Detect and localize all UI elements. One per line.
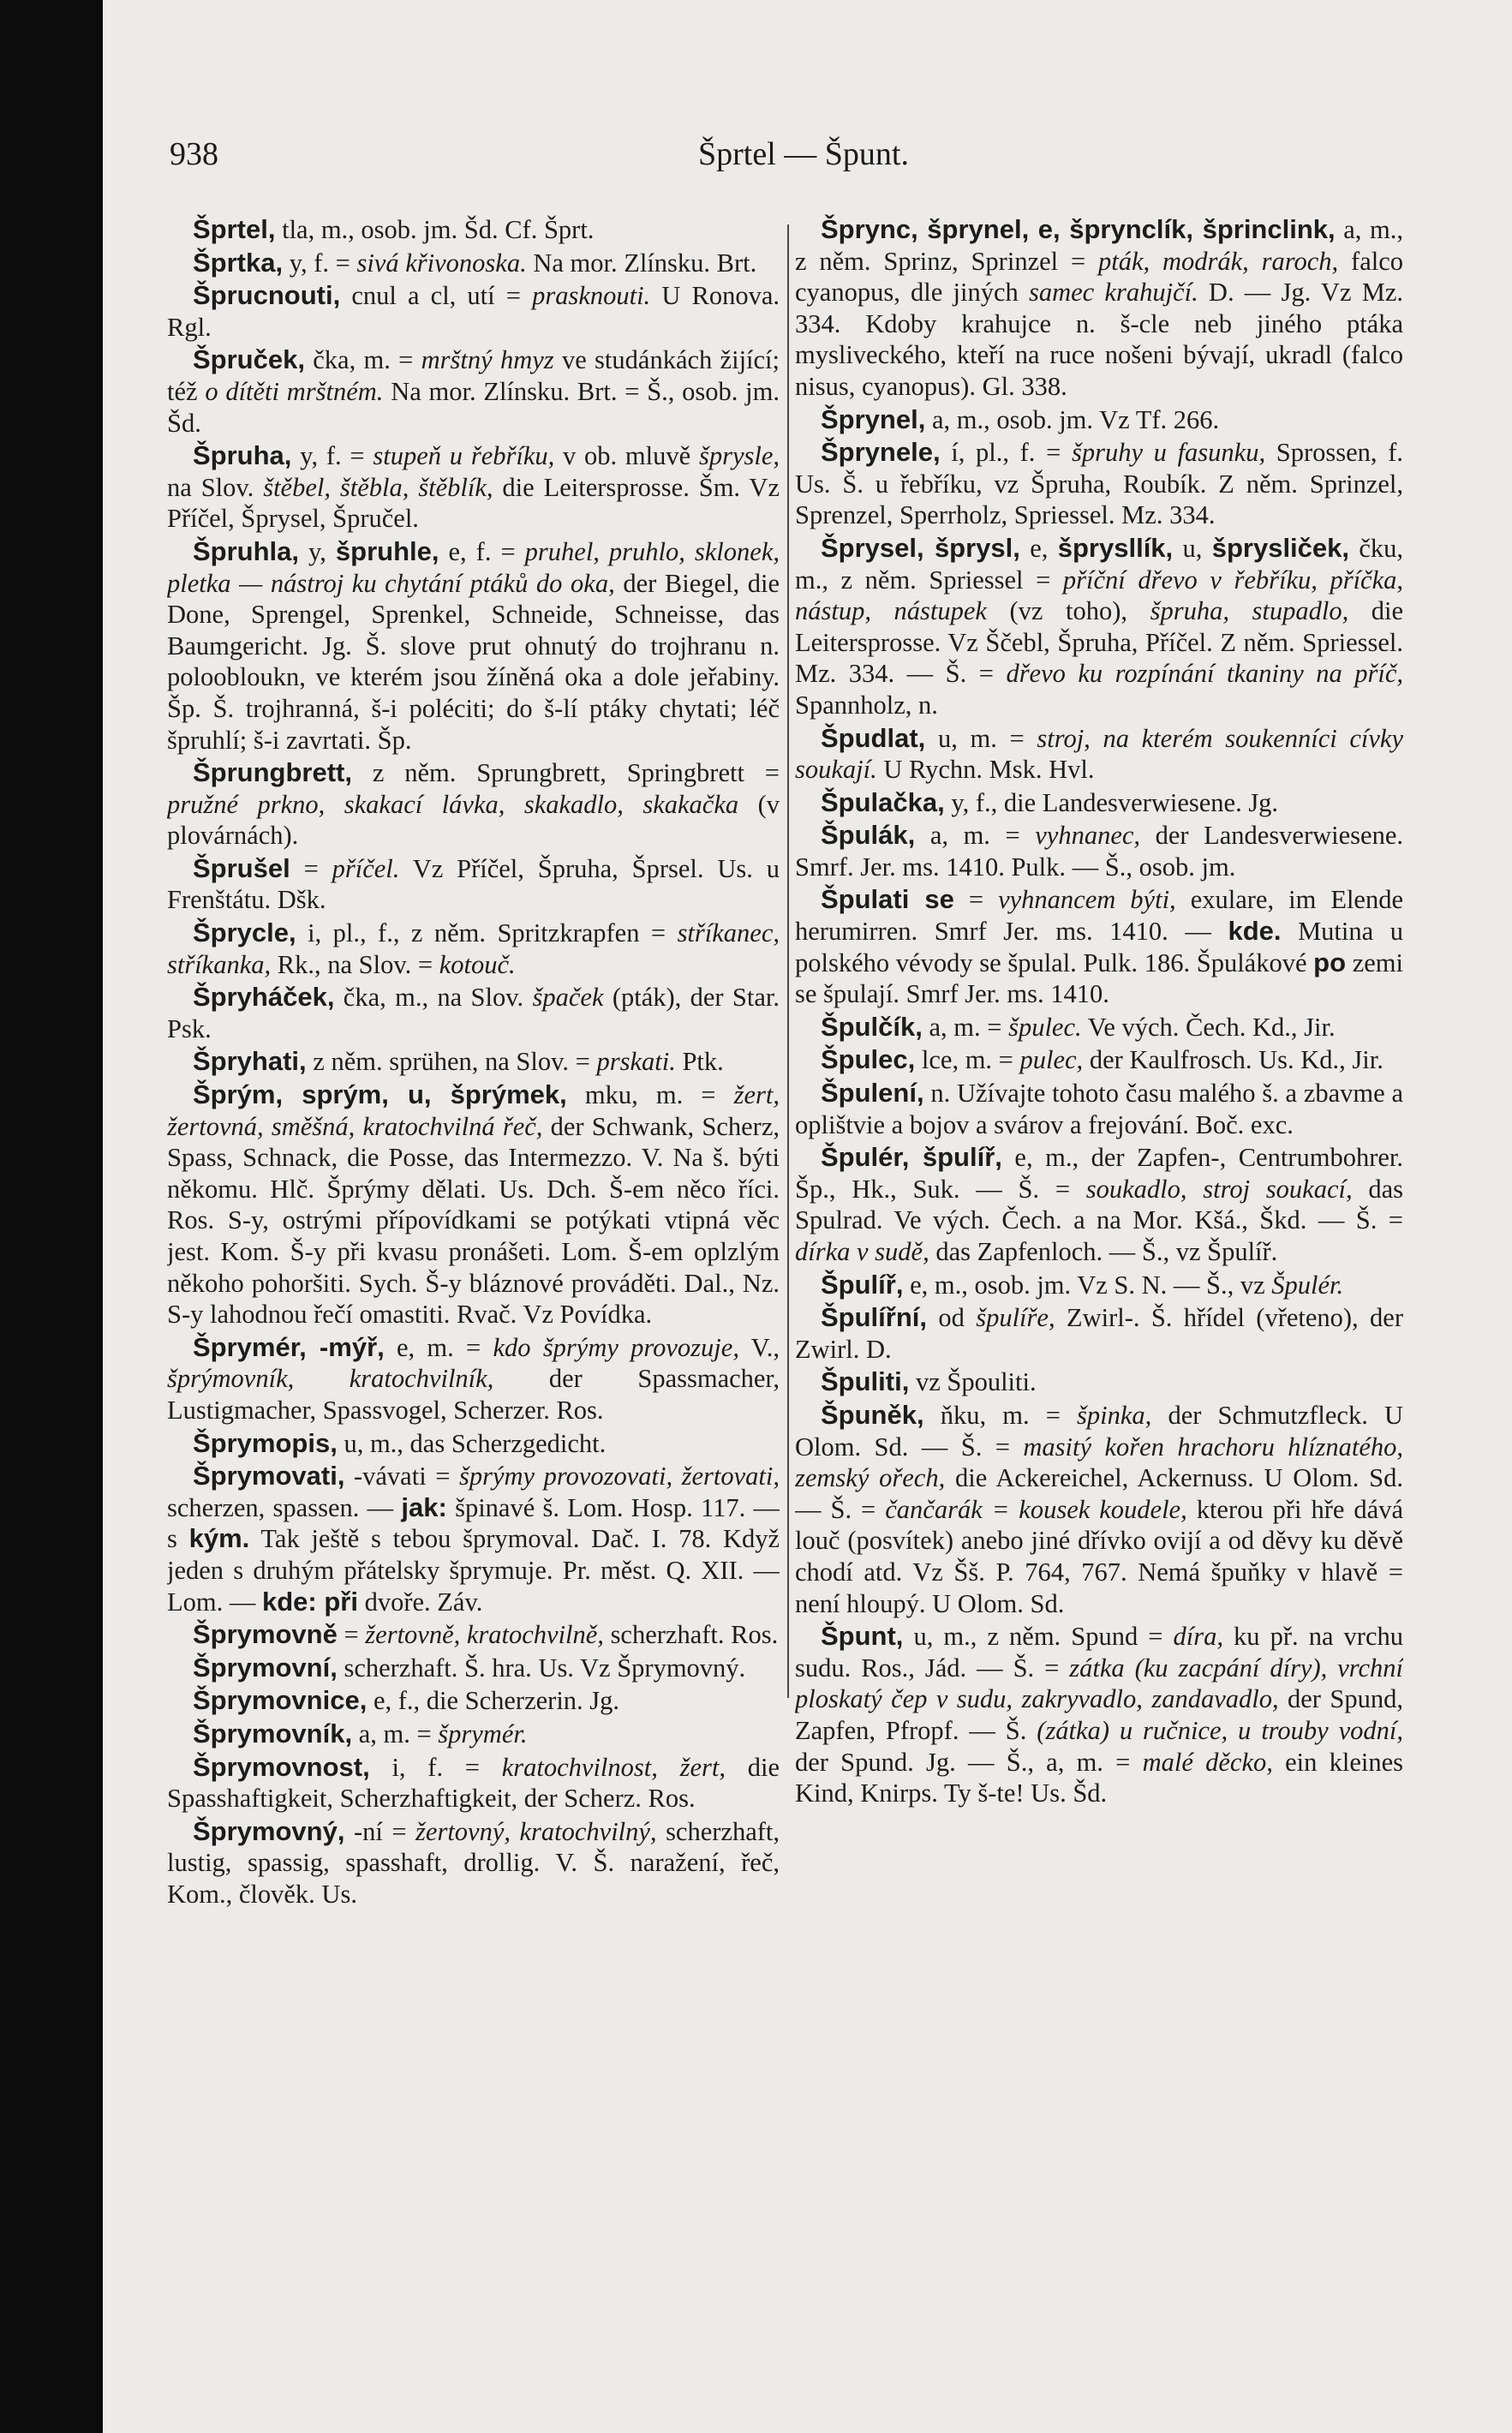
entry-text: ein kleines Kind, Knirps. Ty š-te! Us. Šd.	[795, 1747, 1403, 1808]
entry-text: čka, m., na Slov.	[334, 983, 533, 1013]
dictionary-entry	[795, 723, 1403, 786]
entry-headword: Šprungbrett,	[193, 757, 352, 788]
entry-definition: čančarák = kousek koudele,	[885, 1494, 1187, 1524]
entry-text: y,	[299, 536, 336, 566]
entry-definition: šprymér.	[438, 1719, 528, 1749]
entry-headword: Šprymovník,	[193, 1718, 353, 1749]
entry-text: Ptk.	[675, 1047, 724, 1077]
entry-text: die Spasshaftigkeit, Scherzhaftigkeit, der Scherz. Ros.	[167, 1752, 780, 1814]
entry-text: D. — Jg. Vz Mz. 334. Kdoby krahujce n. š-cle neb jiného ptáka mysliveckého, kteří na ruce nošeni bývají, ukradl (falco nisus, cyanopus). Gl. 338.	[795, 278, 1403, 401]
entry-definition: soukadlo, stroj soukací,	[1085, 1174, 1353, 1204]
entry-headword: Šprymovnost,	[193, 1751, 370, 1782]
entry-definition: prskati.	[596, 1047, 676, 1077]
entry-text: Tak ještě s tebou šprymoval. Dač. I. 78. Když jeden s druhým přátelsky šprymuje. Pr. měst. Q. XII. — Lom. —	[167, 1524, 780, 1617]
dictionary-entry	[167, 1619, 780, 1651]
entry-definition: dírka v sudě,	[795, 1237, 929, 1266]
entry-text: i, pl., f., z něm. Spritzkrapfen =	[296, 918, 678, 948]
entry-headword: Šprtka,	[193, 247, 284, 278]
entry-definition: Špulér.	[1271, 1270, 1344, 1300]
entry-subheadword: šprysliček,	[1211, 532, 1350, 563]
entry-text: scherzhaft. Š. hra. Us. Vz Šprymovný.	[337, 1653, 746, 1683]
dictionary-entry	[167, 1332, 780, 1426]
entry-text: u, m., z něm. Spund =	[903, 1622, 1174, 1652]
entry-text: cnul a cl, utí =	[340, 281, 533, 311]
entry-definition: pružné prkno, skakací lávka, skakadlo, skakačka	[167, 789, 739, 819]
entry-headword: Šprymovnice,	[193, 1685, 368, 1716]
entry-headword: Šprysel, šprysl,	[821, 532, 1020, 563]
entry-definition: vyhnancem býti,	[998, 885, 1176, 915]
dictionary-entry	[167, 918, 780, 980]
entry-text: =	[337, 1620, 366, 1650]
entry-text: Mutina u polského vévody se špulal. Pulk. 186. Špulákové	[795, 917, 1403, 977]
entry-text: ňku, m. =	[923, 1400, 1078, 1430]
dictionary-entry	[795, 1302, 1403, 1365]
entry-text: u, m. =	[925, 723, 1037, 753]
dictionary-entry	[167, 214, 780, 246]
dictionary-entry	[167, 1719, 780, 1750]
entry-subheadword: šprysllík,	[1057, 532, 1174, 563]
entry-subheadword: kde: při	[261, 1586, 358, 1617]
entry-text: čku, m., z něm. Spriessel =	[795, 533, 1403, 595]
entry-text: (vz toho),	[986, 596, 1150, 626]
entry-text: u,	[1173, 533, 1212, 563]
entry-definition: malé děcko,	[1142, 1747, 1273, 1777]
entry-headword: Šprynel,	[821, 404, 926, 434]
entry-text: das Spulrad. Ve vých. Čech. a na Mor. Kšá., Škd. — Š. =	[795, 1174, 1403, 1235]
entry-definition: o dítěti mrštném.	[205, 376, 384, 406]
entry-headword: Špulčík,	[821, 1011, 923, 1042]
dictionary-entry	[167, 1816, 780, 1910]
entry-subheadword: kde.	[1228, 916, 1282, 947]
dictionary-entry	[795, 1012, 1403, 1043]
entry-text: mku, m. =	[566, 1080, 734, 1110]
entry-definition: špruhy u fasunku,	[1071, 438, 1266, 468]
entry-subheadword: kým.	[188, 1523, 250, 1554]
entry-text: U Rychn. Msk. Hvl.	[876, 755, 1095, 785]
dictionary-entry	[795, 437, 1403, 531]
entry-text: e, f., die Scherzerin. Jg.	[367, 1686, 620, 1716]
entry-definition: šprýmy provozovati, žertovati,	[458, 1462, 780, 1491]
entry-headword: Špulačka,	[821, 786, 945, 817]
entry-headword: Špruček,	[193, 344, 305, 375]
entry-definition: žert, žertovná, směšná, kratochvilná řeč,	[167, 1080, 780, 1141]
entry-headword: Šprymovati,	[193, 1461, 345, 1491]
entry-definition: zátka (ku zacpání díry), vrchní ploskatý čep v sudu, zakryvadlo, zandavadlo,	[795, 1653, 1403, 1714]
entry-text: v ob. mluvě	[554, 441, 699, 471]
entry-text: V.,	[738, 1332, 780, 1362]
entry-text: na Slov.	[167, 472, 264, 502]
entry-text: Na mor. Zlínsku. Brt. = Š., osob. jm. Šd.	[167, 376, 780, 438]
entry-text: ku př. na vrchu sudu. Ros., Jád. — Š. =	[795, 1622, 1403, 1683]
entry-text: =	[290, 853, 332, 883]
entry-headword: Špulec,	[821, 1044, 916, 1075]
entry-text: a, m., z něm. Sprinz, Sprinzel =	[795, 215, 1403, 276]
entry-headword: Špryhati,	[193, 1046, 307, 1077]
entry-definition: vyhnanec,	[1035, 821, 1141, 851]
entry-text: -ní =	[344, 1816, 416, 1846]
entry-definition: pruhel, pruhlo, sklonek, pletka — nástroj ku chytání ptáků do oka,	[167, 536, 780, 598]
dictionary-entry	[167, 1752, 780, 1814]
entry-subheadword: po	[1313, 947, 1347, 977]
entry-text: a, m. =	[922, 1012, 1009, 1042]
dictionary-entry	[167, 1079, 780, 1330]
entry-headword: Šprymovní,	[193, 1652, 338, 1683]
entry-text: čka, m. =	[304, 345, 421, 375]
dictionary-entry	[167, 853, 780, 916]
entry-text: Sprossen, f. Us. Š. u řebříku, vz Špruha, Roubík. Z něm. Sprinzel, Sprenzel, Sperrholz, Spriessel. Mz. 334.	[795, 438, 1403, 530]
entry-text: das Zapfenloch. — Š., vz Špulíř.	[929, 1237, 1278, 1266]
entry-headword: Špulér, špulíř,	[821, 1142, 1002, 1173]
entry-headword: Špulířní,	[821, 1302, 927, 1333]
entry-text: u, m., das Scherzgedicht.	[337, 1428, 607, 1458]
entry-subheadword: špruhle,	[335, 535, 439, 566]
entry-headword: Špunt,	[821, 1621, 904, 1652]
entry-definition: kdo šprýmy provozuje,	[493, 1332, 739, 1362]
entry-text: =	[953, 885, 999, 915]
entry-text: kterou při hře dává louč (posvítek) anebo jiné dřívko ovijí a od děvy ku děvě chodí atd. Vz Šš. P. 764, 767. Nemá špuňky v hlavě = není hloupý. U Olom. Sd.	[795, 1494, 1403, 1618]
entry-text: scherzhaft. Ros.	[603, 1620, 779, 1650]
entry-headword: Špulati se	[821, 884, 954, 915]
entry-definition: stroj, na kterém soukenníci cívky soukají.	[795, 723, 1403, 785]
entry-headword: Špudlat,	[821, 722, 926, 753]
entry-text: y, f., die Landesverwiesene. Jg.	[944, 787, 1279, 817]
entry-definition: díra,	[1173, 1622, 1223, 1652]
dictionary-entry	[795, 1142, 1403, 1267]
dictionary-entry	[795, 214, 1403, 403]
entry-headword: Špulení,	[821, 1078, 924, 1109]
entry-definition: žertovný, kratochvilný,	[415, 1816, 657, 1846]
entry-text: špinavé š. Lom. Hosp. 117. — s	[167, 1492, 780, 1554]
entry-text: der Biegel, die Done, Sprengel, Sprenkel, Schneide, Schneisse, das Baumgericht. Jg. Š. slove prut ohnutý do trojhranu n. poloobloukn, ve kterém jsou žíněná oka a dole jeřabiny. Šp. Š. trojhranná, š-i poléciti; do š-lí ptáky chytati; léč špruhlí; š-i zavrtati. Šp.	[167, 568, 780, 755]
entry-text: scherzen, spassen. —	[167, 1492, 402, 1522]
dictionary-entry	[167, 757, 780, 852]
dictionary-entry	[167, 1046, 780, 1078]
dictionary-entry	[795, 1044, 1403, 1076]
entry-text: Vz Příčel, Špruha, Šprsel. Us. u Frenštátu. Dšk.	[167, 853, 780, 915]
page-title: Šprtel — Špunt.	[698, 136, 909, 172]
entry-definition: pták, modrák, raroch,	[1098, 246, 1339, 276]
dictionary-entry	[167, 536, 780, 756]
entry-text: Spannholz, n.	[795, 690, 938, 720]
dictionary-entry	[795, 1621, 1403, 1809]
entry-text: lce, m. =	[915, 1045, 1020, 1075]
entry-definition: samec krahujčí.	[1028, 278, 1198, 308]
left-column	[167, 214, 780, 2399]
dictionary-entry	[795, 787, 1403, 819]
entry-text: í, pl., f. =	[940, 438, 1072, 468]
entry-text: zemi se špulají. Smrf Jer. ms. 1410.	[795, 947, 1403, 1009]
entry-headword: Špruhla,	[193, 535, 300, 566]
entry-definition: špinka,	[1077, 1400, 1152, 1430]
entry-text: z něm. Sprungbrett, Springbrett =	[352, 758, 780, 788]
entry-subheadword: jak:	[401, 1491, 447, 1522]
entry-text: a, m. =	[352, 1719, 439, 1749]
entry-definition: příčel.	[332, 853, 400, 883]
entry-definition: špruha, stupadlo,	[1150, 596, 1349, 626]
dictionary-entry	[795, 404, 1403, 436]
entry-headword: Šprynele,	[821, 437, 941, 468]
dictionary-entry	[167, 1685, 780, 1717]
page-header	[170, 135, 1437, 187]
entry-headword: Šprymér, -mýř,	[193, 1331, 385, 1362]
entry-text: e, f. =	[439, 536, 525, 566]
entry-definition: špaček	[532, 983, 604, 1013]
entry-text: exulare, im Elende herumirren. Smrf Jer. ms. 1410. —	[795, 885, 1403, 947]
entry-definition: šprýmovník, kratochvilník,	[167, 1364, 494, 1394]
entry-text: e, m., osob. jm. Vz S. N. — Š., vz	[903, 1270, 1272, 1300]
entry-text: falco cyanopus, dle jiných	[795, 246, 1403, 308]
entry-text: e, m., der Zapfen-, Centrumbohrer. Šp., Hk., Suk. — Š. =	[795, 1143, 1403, 1204]
entry-text: Na mor. Zlínsku. Brt.	[526, 248, 757, 278]
entry-headword: Špuliti,	[821, 1366, 910, 1397]
entry-text: der Spassmacher, Lustigmacher, Spassvogel, Scherzer. Ros.	[167, 1364, 780, 1425]
entry-text: die Ackereichel, Ackernuss. U Olom. Sd. — Š. =	[795, 1463, 1403, 1524]
entry-text: der Spund, Zapfen, Pfropf. — Š.	[795, 1684, 1403, 1745]
entry-text: vz Špouliti.	[909, 1367, 1037, 1397]
entry-definition: kotouč.	[439, 949, 516, 979]
entry-text: Ve vých. Čech. Kd., Jir.	[1081, 1012, 1336, 1042]
entry-headword: Špulíř,	[821, 1269, 904, 1300]
dictionary-entry	[795, 1366, 1403, 1398]
entry-text: U Ronova. Rgl.	[167, 281, 780, 342]
dictionary-entry	[167, 1461, 780, 1617]
column-divider	[787, 224, 789, 1698]
entry-definition: špulec.	[1008, 1012, 1082, 1042]
entry-text: i, f. =	[369, 1752, 502, 1782]
entry-definition: masitý kořen hrachoru hlíznatého, zemský ořech,	[795, 1432, 1403, 1493]
dictionary-entry	[167, 248, 780, 279]
dictionary-entry	[167, 440, 780, 535]
entry-text: z něm. sprühen, na Slov. =	[306, 1047, 597, 1077]
entry-headword: Šprymopis,	[193, 1427, 338, 1458]
entry-text: Rk., na Slov. =	[271, 949, 439, 979]
entry-definition: stupeň u řebříku,	[373, 441, 555, 471]
entry-headword: Šprušel	[193, 852, 290, 883]
dictionary-entry	[167, 1653, 780, 1684]
entry-definition: mrštný hmyz	[421, 345, 554, 375]
entry-text: ve studánkách žijící; též	[167, 345, 780, 406]
entry-text: y, f. =	[283, 248, 357, 278]
right-column	[795, 214, 1403, 2399]
entry-text: a, m., osob. jm. Vz Tf. 266.	[925, 404, 1220, 434]
entry-text: tla, m., osob. jm. Šd. Cf. Šprt.	[275, 215, 595, 244]
entry-text: y, f. =	[291, 441, 374, 471]
entry-headword: Špuněk,	[821, 1399, 924, 1430]
entry-headword: Šprucnouti,	[193, 280, 341, 311]
entry-definition: dřevo ku rozpínání tkaniny na příč,	[1006, 659, 1403, 689]
entry-definition: (zátka) u ručnice, u trouby vodní,	[1037, 1715, 1403, 1745]
entry-definition: kratochvilnost, žert,	[501, 1752, 726, 1782]
entry-text: die Leitersprosse. Vz Ščebl, Špruha, Příčel. Z něm. Spriessel. Mz. 334. — Š. =	[795, 596, 1403, 689]
entry-text: od	[927, 1303, 977, 1333]
entry-text: e,	[1019, 533, 1058, 563]
entry-definition: prasknouti.	[532, 281, 651, 311]
dictionary-entry	[167, 1428, 780, 1460]
entry-headword: Špruha,	[193, 440, 292, 471]
entry-text: der Spund. Jg. — Š., a, m. =	[795, 1747, 1143, 1777]
entry-headword: Šprým, sprým, u, šprýmek,	[193, 1079, 567, 1110]
entry-text: Zwirl-. Š. hřídel (vřeteno), der Zwirl. D.	[795, 1303, 1403, 1364]
entry-definition: štěbel, štěbla, štěblík,	[263, 472, 493, 502]
entry-headword: Šprtel,	[193, 214, 276, 244]
dictionary-entry	[795, 1078, 1403, 1140]
dictionary-entry	[167, 280, 780, 343]
entry-headword: Šprycle,	[193, 918, 296, 948]
entry-text: der Schwank, Scherz, Spass, Schnack, die Posse, das Intermezzo. V. Na š. býti někomu. Hlč. Šprýmy dělati. Us. Dch. Š-em něco říci. Ros. S-y, ostrými přípovídkami se potýkati vtipná věc jest. Kom. Š-y při kvasu pronášeti. Lom. Š-em oplzlým někoho pohoršiti. Sych. Š-y bláznové prováděti. Dal., Nz. S-y lahodnou řečí omastiti. Rvač. Vz Povídka.	[167, 1111, 780, 1330]
entry-text: der Landesverwiesene. Smrf. Jer. ms. 1410. Pulk. — Š., osob. jm.	[795, 821, 1403, 882]
dictionary-entry	[167, 982, 780, 1044]
page-number: 938	[170, 136, 218, 172]
entry-headword: Šprymovný,	[193, 1815, 345, 1846]
entry-text: n. Užívajte tohoto času malého š. a zbavme a oplištvie a bojov a svárov a frejování. Boč. exc.	[795, 1079, 1403, 1139]
entry-text: der Schmutzfleck. U Olom. Sd. — Š. =	[795, 1400, 1403, 1462]
entry-definition: špulíře,	[976, 1303, 1055, 1333]
entry-text: e, m. =	[384, 1332, 493, 1362]
entry-definition: žertovně, kratochvilně,	[365, 1620, 604, 1650]
dictionary-entry	[795, 884, 1403, 1009]
entry-text: a, m. =	[915, 821, 1036, 851]
entry-headword: Šprync, šprynel, e, šprynclík, šprinclink,	[821, 214, 1336, 244]
dictionary-entry	[795, 1400, 1403, 1619]
entry-text: (v plovárnách).	[167, 789, 780, 851]
entry-headword: Špulák,	[821, 820, 916, 851]
dictionary-entry	[795, 820, 1403, 882]
entry-text: die Leitersprosse. Šm. Vz Příčel, Šprysel, Špručel.	[167, 472, 780, 534]
entry-text: (pták), der Star. Psk.	[167, 983, 780, 1043]
entry-text: scherzhaft, lustig, spassig, spasshaft, drollig. V. Š. naražení, řeč, Kom., člověk. Us.	[167, 1816, 780, 1909]
dictionary-entry	[795, 533, 1403, 721]
entry-headword: Špryháček,	[193, 982, 335, 1013]
dictionary-entry	[167, 344, 780, 439]
entry-definition: šprysle,	[698, 441, 780, 471]
entry-definition: stříkanec, stříkanka,	[167, 918, 780, 979]
entry-definition: sivá křivonoska.	[356, 248, 527, 278]
entry-definition: příční dřevo v řebříku, příčka, nástup, nástupek	[795, 565, 1403, 626]
entry-headword: Šprymovně	[193, 1619, 338, 1650]
entry-definition: pulec,	[1019, 1045, 1084, 1075]
entry-text: -vávati =	[344, 1462, 459, 1491]
dictionary-entry	[795, 1270, 1403, 1301]
entry-text: dvoře. Záv.	[357, 1587, 483, 1617]
entry-text: der Kaulfrosch. Us. Kd., Jir.	[1083, 1045, 1384, 1075]
